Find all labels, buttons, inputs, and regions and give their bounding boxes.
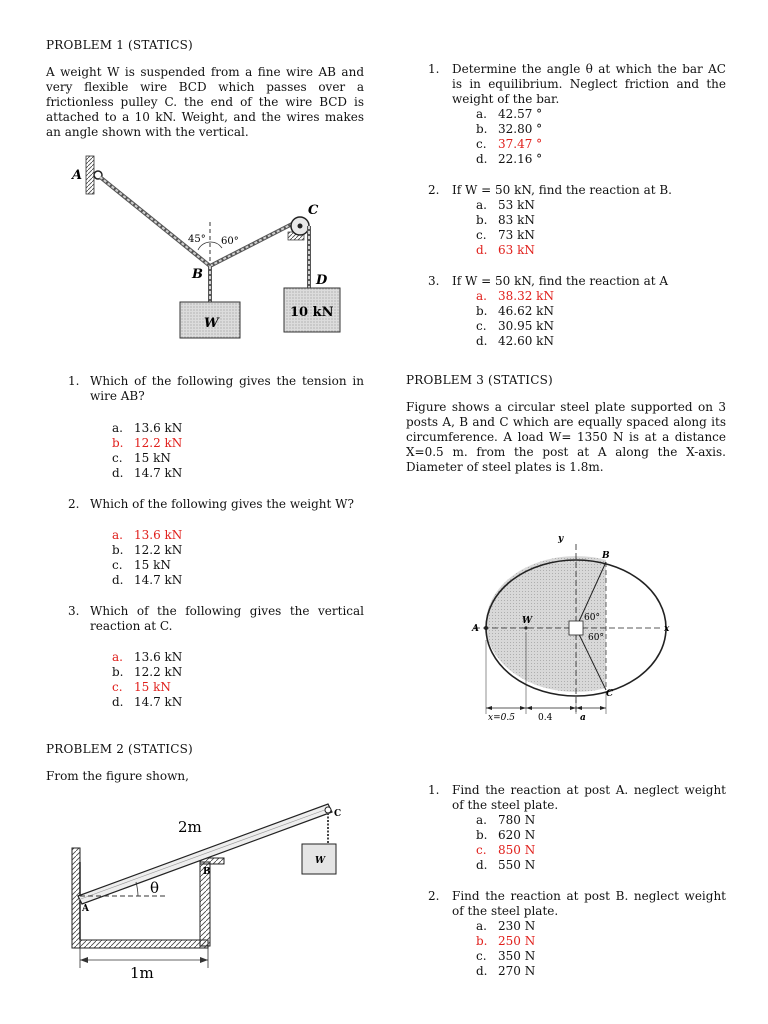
label-a: A — [72, 168, 83, 183]
p3-question-2 — [406, 889, 726, 919]
choice-item: a. 230 N — [476, 919, 536, 933]
left-column — [46, 38, 364, 140]
choice-item-answer: c. 850 N — [476, 843, 536, 857]
question-text: Find the reaction at post B. neglect weight of the steel plate. — [452, 889, 726, 918]
choice-item-answer: d. 63 kN — [476, 243, 535, 257]
label-a: A — [472, 624, 479, 634]
choice-item: c. 350 N — [476, 949, 536, 963]
label-2m: 2m — [178, 818, 202, 836]
choice-item: a. 53 kN — [476, 198, 535, 212]
choice-item: d. 14.7 kN — [112, 466, 183, 480]
problem3-heading: PROBLEM 3 (STATICS) — [406, 373, 553, 387]
choice-item: b. 12.2 kN — [112, 665, 183, 679]
choice-item: a. 780 N — [476, 813, 536, 827]
choice-item: d. 42.60 kN — [476, 334, 554, 348]
label-1m: 1m — [130, 964, 154, 982]
p1-question-3 — [46, 604, 364, 634]
choice-item: a. 42.57 ° — [476, 107, 543, 121]
choice-item: a. 13.6 kN — [112, 421, 183, 435]
label-theta: θ — [150, 879, 160, 897]
label-b: B — [203, 867, 211, 877]
angle-60-top: 60° — [584, 613, 600, 623]
p1-q2-choices — [112, 528, 364, 588]
choice-item-answer: c. 15 kN — [112, 680, 171, 694]
dim-04: 0.4 — [538, 713, 553, 723]
problem3-figure — [470, 530, 680, 726]
label-w: W — [204, 316, 219, 331]
choice-item-answer: a. 38.32 kN — [476, 289, 554, 303]
problem2-text: From the figure shown, — [46, 769, 189, 783]
p1-q3-choices — [112, 650, 364, 710]
problem1-questions — [46, 374, 364, 710]
question-number: 2. — [428, 183, 440, 197]
choice-item: a. 13.6 kN — [112, 650, 183, 664]
p1-question-2 — [46, 497, 364, 512]
question-text: Which of the following gives the weight W? — [90, 497, 354, 511]
question-number: 3. — [68, 604, 80, 618]
angle-60-bottom: 60° — [588, 633, 604, 643]
choice-item: b. 83 kN — [476, 213, 535, 227]
choice-item: d. 270 N — [476, 964, 536, 978]
question-number: 2. — [68, 497, 80, 511]
floor — [80, 940, 208, 948]
choice-item: c. 15 kN — [112, 451, 171, 465]
question-number: 2. — [428, 889, 440, 903]
problem1-figure — [64, 150, 364, 350]
choice-item: c. 30.95 kN — [476, 319, 554, 333]
question-text: If W = 50 kN, find the reaction at B. — [452, 183, 672, 197]
choice-item-answer: a. 13.6 kN — [112, 528, 183, 542]
problem2-heading: PROBLEM 2 (STATICS) — [46, 742, 193, 756]
label-x: x — [664, 624, 670, 634]
problem3-questions — [406, 783, 726, 979]
right-column — [406, 62, 726, 475]
label-b: B — [602, 551, 610, 561]
label-10kn: 10 kN — [290, 305, 334, 320]
p1r-q3-choices — [476, 289, 726, 349]
problem3-text: Figure shows a circular steel plate supported on 3 posts A, B and C which are equally spaced along its circumference. A load W= 1350 N is at a distance X=0.5 m. from the post at A along the X-axis. Diameter of steel plates is 1.8m. — [406, 400, 726, 474]
choice-item-answer: c. 37.47 ° — [476, 137, 543, 151]
angle-45: 45° — [188, 234, 206, 245]
choice-item: c. 15 kN — [112, 558, 171, 572]
p3-question-1 — [406, 783, 726, 813]
label-b: B — [192, 267, 203, 282]
angle-60: 60° — [221, 236, 239, 247]
choice-item: d. 22.16 ° — [476, 152, 543, 166]
dim-x05: x=0.5 — [488, 713, 515, 723]
p3-q2-choices — [476, 919, 726, 979]
problem2-section — [46, 742, 364, 784]
p1-q1-choices — [112, 421, 364, 481]
p3-q1-choices — [476, 813, 726, 873]
label-y: y — [558, 534, 564, 544]
choice-item: d. 14.7 kN — [112, 695, 183, 709]
choice-item-answer: b. 12.2 kN — [112, 436, 183, 450]
choice-item: b. 620 N — [476, 828, 536, 842]
dim-a: a — [580, 713, 586, 723]
question-number: 1. — [428, 783, 440, 797]
label-a: A — [82, 904, 89, 914]
question-text: Which of the following gives the tension in wire AB? — [90, 374, 364, 403]
p1r-question-1 — [406, 62, 726, 107]
problem1-text: A weight W is suspended from a fine wire AB and very flexible wire BCD which passes over a frictionless pulley C. the end of the wire BCD is attached to a 10 kN. Weight, and the wires makes an angle shown with the vertical. — [46, 65, 364, 139]
choice-item: d. 14.7 kN — [112, 573, 183, 587]
question-text: Determine the angle θ at which the bar AC is in equilibrium. Neglect friction and the weight of the bar. — [452, 62, 726, 106]
p1-question-1 — [46, 374, 364, 404]
question-text: If W = 50 kN, find the reaction at A — [452, 274, 669, 288]
pin-c — [325, 807, 331, 813]
p1r-q2-choices — [476, 198, 726, 258]
p1r-question-3 — [406, 274, 726, 289]
label-d: D — [316, 273, 328, 288]
choice-item: c. 73 kN — [476, 228, 535, 242]
label-w: W — [522, 616, 533, 626]
problem1-heading: PROBLEM 1 (STATICS) — [46, 38, 193, 52]
label-c: C — [308, 203, 319, 218]
problem2-figure — [66, 796, 366, 986]
label-w: W — [315, 856, 326, 866]
label-c: C — [334, 809, 342, 819]
question-number: 1. — [68, 374, 80, 388]
question-text: Find the reaction at post A. neglect weight of the steel plate. — [452, 783, 726, 812]
choice-item-answer: b. 250 N — [476, 934, 536, 948]
choice-item: d. 550 N — [476, 858, 536, 872]
choice-item: b. 46.62 kN — [476, 304, 554, 318]
question-text: Which of the following gives the vertical reaction at C. — [90, 604, 364, 633]
choice-item: b. 12.2 kN — [112, 543, 183, 557]
p1r-q1-choices — [476, 107, 726, 167]
label-c: C — [606, 689, 614, 699]
plate-shaded-region — [486, 556, 606, 692]
question-number: 1. — [428, 62, 440, 76]
question-number: 3. — [428, 274, 440, 288]
wall-support — [86, 156, 94, 194]
p1r-question-2 — [406, 183, 726, 198]
choice-item: b. 32.80 ° — [476, 122, 543, 136]
